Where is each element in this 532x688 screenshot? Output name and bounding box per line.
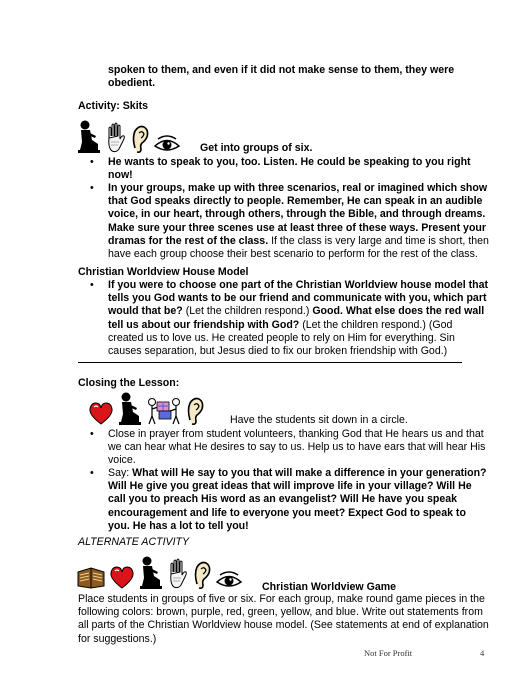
house-model-line-2: tells you God wants to be our friend and communicate with you, which part <box>108 292 487 305</box>
ear-icon <box>130 124 150 154</box>
alternate-icon-row <box>76 556 246 590</box>
skits-bullet-2-bold-part: dramas for the rest of the class. <box>108 234 269 247</box>
closing-icon-row <box>88 390 208 426</box>
kneeling-person-icon <box>76 120 102 154</box>
closing-icon-caption: Have the students sit down in a circle. <box>230 414 408 426</box>
bible-icon <box>76 564 106 590</box>
alternate-activity-heading: ALTERNATE ACTIVITY <box>78 536 190 548</box>
house-model-line-3 <box>108 305 498 318</box>
skits-bullet-2-line-6: have each group choose their best scenario to perform for the rest of the class. <box>108 248 478 261</box>
bullet-dot: • <box>90 467 94 479</box>
skits-bullet-2-line-4: Make sure your three scenes use at least three of these ways. Present your <box>108 221 487 234</box>
closing-bullet-2-line-4: encouragement and life to everyone you meet? Expect God to speak to <box>108 506 466 519</box>
alternate-line-4: for suggestions.) <box>78 632 157 645</box>
heart-icon <box>109 566 135 590</box>
house-model-l3-normal: (Let the children respond.) <box>182 305 313 318</box>
bullet-dot: • <box>90 182 94 194</box>
alternate-line-2: following colors: brown, purple, red, green, yellow, and blue. Write out statements from <box>78 606 483 619</box>
house-model-line-6: causes separation, but Jesus died to fix our broken friendship with God.) <box>108 345 448 358</box>
activity-skits-heading: Activity: Skits <box>78 100 149 112</box>
closing-bullet-1-line-3: voice. <box>108 454 136 467</box>
closing-bullet-1-line-2: we can hear what He desires to say to us. Help us to have ears that will hear His <box>108 441 486 454</box>
closing-bullet-1-line-1: Close in prayer from student volunteers, thanking God that He hears us and that <box>108 428 484 440</box>
house-model-line-4 <box>108 319 498 332</box>
skits-bullet-2-line-5 <box>108 235 498 248</box>
say-label: Say: <box>108 467 133 479</box>
bullet-dot: • <box>90 279 94 291</box>
ear-icon <box>192 560 212 590</box>
hand-icon <box>105 122 127 154</box>
skits-icon-caption: Get into groups of six. <box>200 142 313 154</box>
skits-bullet-2-line-1: In your groups, make up with three scenarios, real or imagined which show <box>108 182 488 194</box>
kneeling-person-icon <box>138 556 164 590</box>
alternate-line-1: Place students in groups of five or six. For each group, make round game pieces in the <box>78 593 485 605</box>
ear-icon <box>185 396 205 426</box>
closing-bullet-2-line-5: you. He has a lot to tell you! <box>108 519 249 532</box>
skits-icon-row <box>76 118 184 154</box>
skits-bullet-1-line-1: He wants to speak to you, too. Listen. He could be speaking to you right <box>108 156 471 168</box>
kneeling-person-icon <box>117 392 143 426</box>
skits-bullet-2-normal-part: If the class is very large and time is short, then <box>268 234 489 247</box>
hand-icon <box>167 558 189 590</box>
house-model-line-5: created us to love us. He created people to rely on Him for everything. Sin <box>108 331 455 344</box>
house-model-heading: Christian Worldview House Model <box>78 266 249 278</box>
closing-bullet-2-line-1 <box>108 467 508 480</box>
skits-bullet-2-line-3: voice, in our heart, through others, through the Bible, and through dreams. <box>108 208 486 221</box>
skits-bullet-1-line-2: now! <box>108 169 133 182</box>
alternate-icon-caption: Christian Worldview Game <box>262 581 397 593</box>
page-number: 4 <box>480 648 485 658</box>
house-model-l3-bold2: Good. What else does the red wall <box>312 305 485 318</box>
closing-bullet-2-line-3: call you to preach His word as an evangelist? Will He have you speak <box>108 493 458 506</box>
footer-text: Not For Profit <box>364 648 413 658</box>
section-divider <box>78 362 462 363</box>
house-model-l4-bold: tell us about our friendship with God? <box>108 318 300 331</box>
skits-bullet-2-line-2: that God speaks directly to people. Remember, He can speak in an audible <box>108 195 483 208</box>
bullet-dot: • <box>90 156 94 168</box>
closing-heading: Closing the Lesson: <box>78 377 180 389</box>
house-model-l4-normal: (Let the children respond.) (God <box>299 318 453 331</box>
intro-line-1: spoken to them, and even if it did not make sense to them, they were <box>108 64 455 76</box>
closing-bullet-2-line-2: Will He give you great ideas that will improve life in your village? Will He <box>108 480 472 493</box>
bullet-dot: • <box>90 428 94 440</box>
house-model-l3-bold: would that be? <box>108 305 183 318</box>
intro-line-2: obedient. <box>108 77 156 89</box>
alternate-paragraph <box>78 593 498 646</box>
house-model-line-1: If you were to choose one part of the Christian Worldview house model that <box>108 279 489 291</box>
eye-icon <box>215 570 243 590</box>
friends-gift-icon <box>146 396 182 426</box>
closing-bullet-2-bold-start: What will He say to you that will make a difference in your generation? <box>132 467 487 479</box>
alternate-line-3: all parts of the Christian Worldview house model. (See statements at end of explanation <box>78 619 489 632</box>
eye-icon <box>153 134 181 154</box>
heart-icon <box>88 402 114 426</box>
